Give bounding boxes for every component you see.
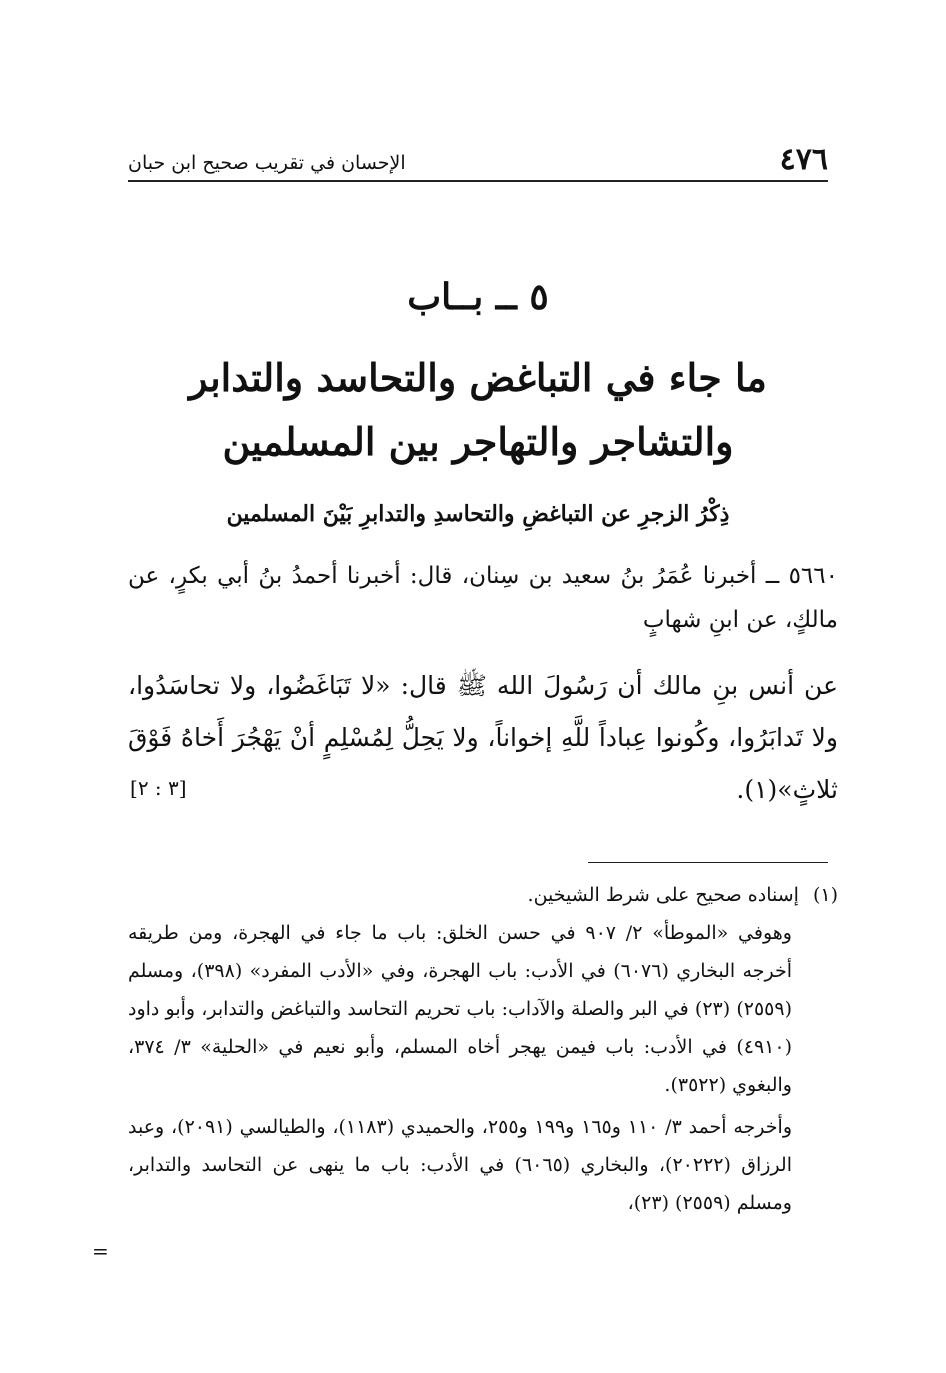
footnote-line-1: إسناده صحيح على شرط الشيخين.	[527, 884, 799, 906]
continuation-mark: =	[92, 1239, 109, 1263]
footnotes	[128, 876, 838, 1226]
page-number: ٤٧٦	[779, 142, 828, 177]
hadith-isnad: ٥٦٦٠ ــ أخبرنا عُمَرُ بنُ سعيد بن سِنان، قال: أخبرنا أحمدُ بنُ أبي بكرٍ، عن مالكٍ، عن ابنِ شهابٍ	[128, 563, 838, 633]
footnote-first-line	[128, 876, 838, 914]
footnote-marker: (١)	[812, 884, 838, 906]
running-title: الإحسان في تقريب صحيح ابن حبان	[128, 152, 406, 174]
chapter-number: ٥ ــ بــاب	[407, 276, 549, 318]
header-rule	[128, 180, 828, 182]
page-header	[128, 130, 828, 180]
footnote-paragraph-3: وأخرجه أحمد ٣/ ١١٠ و١٦٥ و١٩٩ و٢٥٥، والحميدي (١١٨٣)، والطيالسي (٢٠٩١)، وعبد الرزاق (٢٠٢٢٢)، والبخاري (٦٠٦٥) في الأدب: باب ما ينهى عن التحاسد والتدابر، ومسلم (٢٥٥٩) (٢٣)،	[128, 1116, 792, 1214]
footnote-body	[128, 914, 838, 1222]
footnote-paragraph-2: وهوفي «الموطأ» ٢/ ٩٠٧ في حسن الخلق: باب ما جاء في الهجرة، ومن طريقه أخرجه البخاري (٦٠٧٦) في الأدب: باب الهجرة، وفي «الأدب المفرد» (٣٩٨)، ومسلم (٢٥٥٩) (٢٣) في البر والصلة والآداب: باب تحريم التحاسد والتباغض والتدابر، وأبو داود (٤٩١٠) في الأدب: باب فيمن يهجر أخاه المسلم، وأبو نعيم في «الحلية» ٣/ ٣٧٤، والبغوي (٣٥٢٢).	[128, 922, 792, 1096]
chapter-title-line-1: ما جاء في التباغض والتحاسد والتدابر	[189, 355, 767, 400]
section-heading: ذِكْرُ الزجرِ عن التباغضِ والتحاسدِ والتدابرِ بَيْنَ المسلمين	[226, 501, 730, 527]
footnote-rule	[588, 862, 828, 863]
hadith-reference: [٣ : ٢]	[130, 776, 187, 800]
chapter-title-line-2: والتشاجر والتهاجر بين المسلمين	[222, 419, 734, 464]
hadith-matn: عن أنس بنِ مالك أن رَسُولَ الله ﷺ قال: «لا تَبَاغَضُوا، ولا تحاسَدُوا، ولا تَدابَرُوا، وكُونوا عِباداً للَّهِ إخواناً، ولا يَحِلُّ لِمُسْلِمٍ أنْ يَهْجُرَ أَخاهُ فَوْقَ ثلاثٍ»(١).	[128, 671, 838, 804]
